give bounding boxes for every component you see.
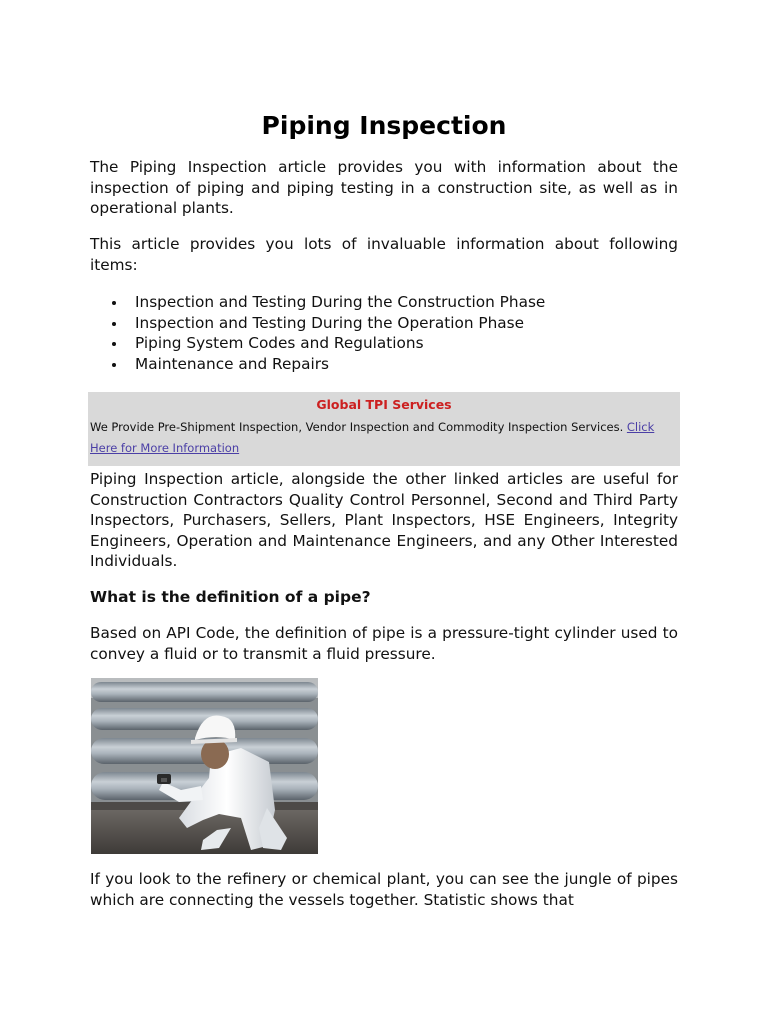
list-item [90,292,678,313]
section-heading: What is the definition of a pipe? [90,588,371,606]
inspector-photo [91,678,318,854]
inspector-photo-icon [91,678,318,854]
tpi-services-box [88,392,680,466]
list-item-text: Piping System Codes and Regulations [135,334,424,352]
page-title: Piping Inspection [261,111,507,140]
topic-list [90,292,678,374]
bullet-icon [112,342,116,346]
bullet-icon [112,301,116,305]
list-item [90,313,678,334]
list-item-text: Inspection and Testing During the Construction Phase [135,293,546,311]
intro-paragraph: The Piping Inspection article provides you with information about the inspection of piping and piping testing in a construction site, as well as in operational plants. [90,158,678,217]
items-paragraph: This article provides you lots of invaluable information about following items: [90,235,678,274]
tpi-services-title: Global TPI Services [316,397,452,412]
list-item [90,354,678,375]
list-item-text: Maintenance and Repairs [135,354,329,373]
tpi-services-description: We Provide Pre-Shipment Inspection, Vendor Inspection and Commodity Inspection Services. [90,420,627,434]
more-information-link[interactable]: Click Here for More Information [90,420,655,455]
bullet-icon [112,322,116,326]
definition-paragraph: Based on API Code, the definition of pipe is a pressure-tight cylinder used to convey a fluid or to transmit a fluid pressure. [90,624,678,663]
tpi-services-text [90,417,664,459]
list-item [90,333,678,354]
bullet-icon [112,363,116,367]
audience-paragraph: Piping Inspection article, alongside the other linked articles are useful for Construction Contractors Quality Control Personnel, Second and Third Party Inspectors, Purchasers, Sellers, Plant Inspectors, HSE Engineers, Integrity Engineers, Operation and Maintenance Engineers, and any Other Interested Individuals. [90,470,678,570]
list-item-text: Inspection and Testing During the Operation Phase [135,313,525,332]
closing-paragraph: If you look to the refinery or chemical plant, you can see the jungle of pipes which are connecting the vessels together. Statistic shows that [90,870,678,909]
